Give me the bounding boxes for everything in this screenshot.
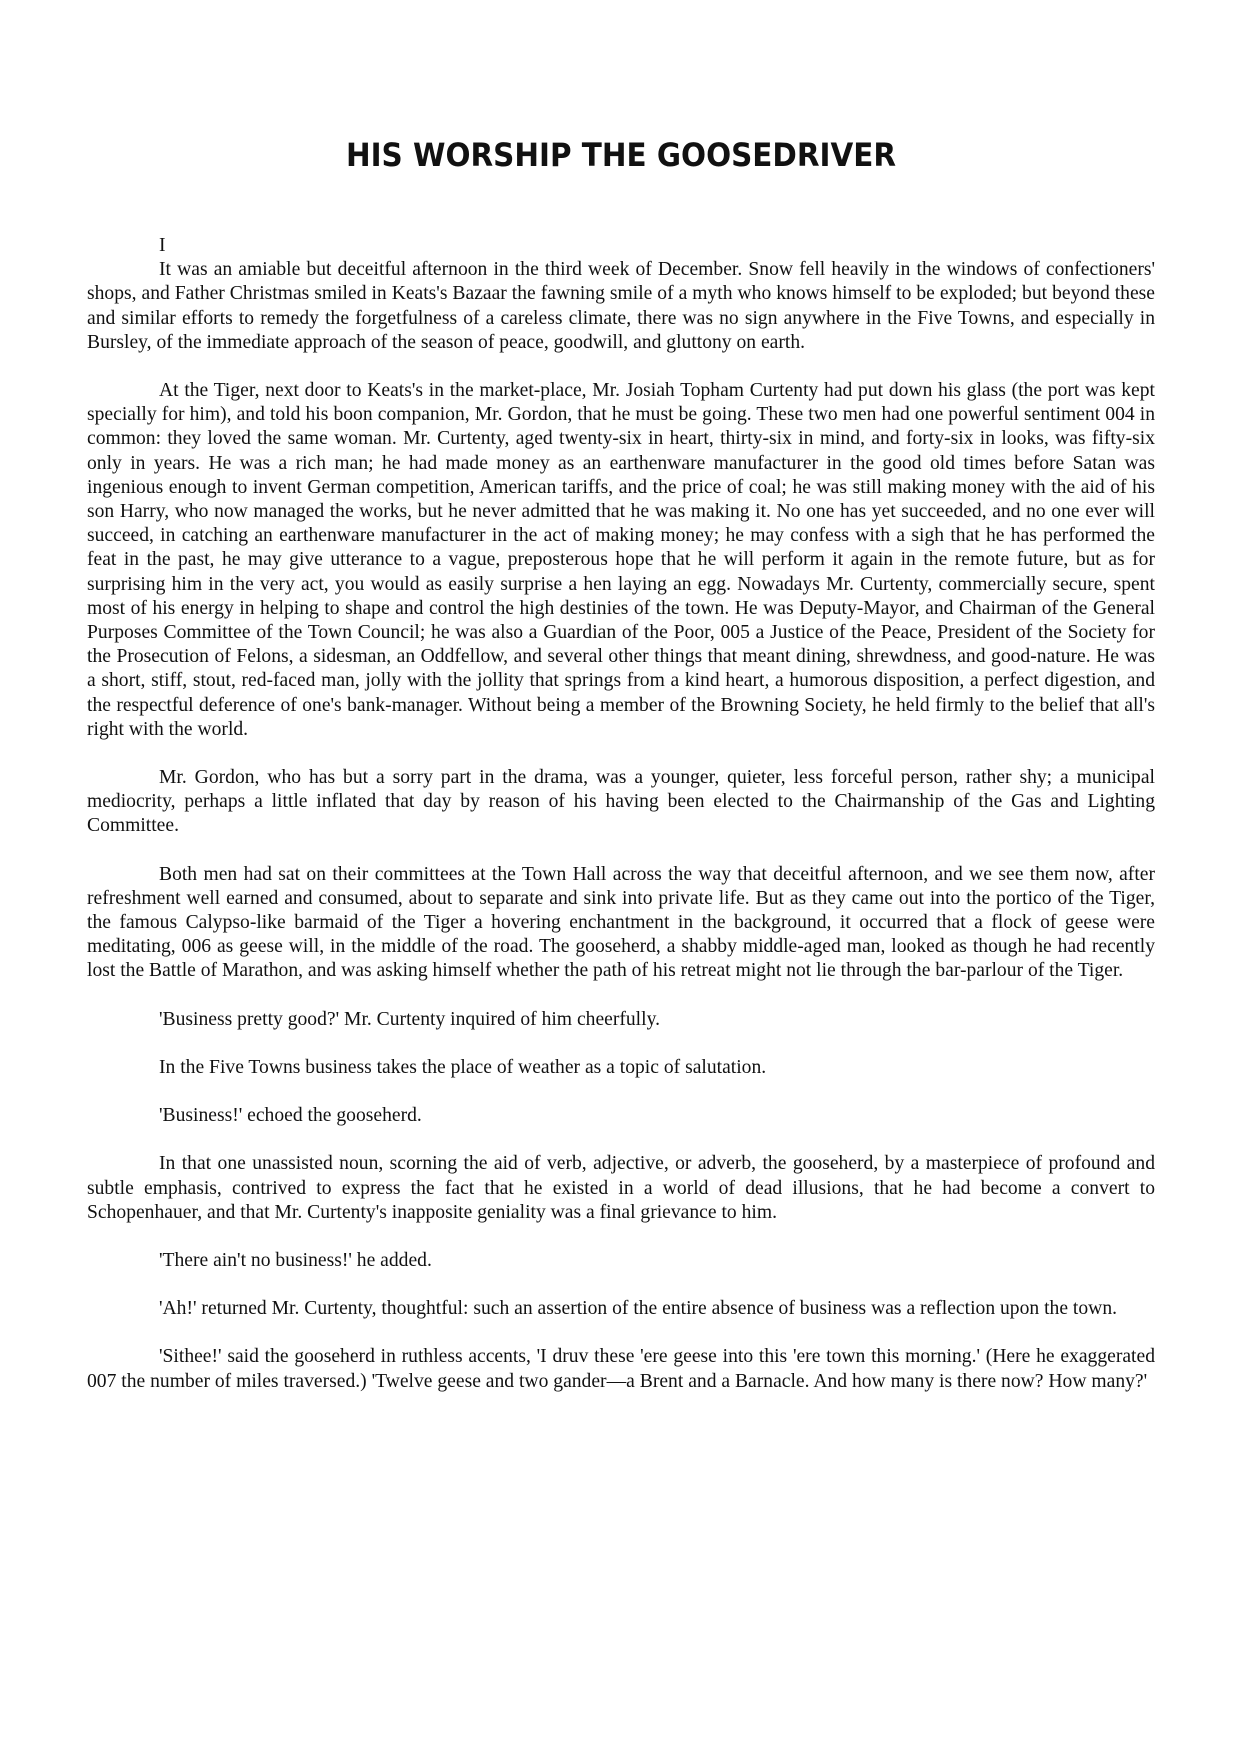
paragraph: 'Business!' echoed the gooseherd. (159, 1105, 422, 1127)
paragraph: It was an amiable but deceitful afternoon in the third week of December. Snow fell heavily in the windows of confectioners' shops, and Father Christmas smiled in Keats's Bazaar the fawning smile of a myth who knows himself to be exploded; but beyond these and similar efforts to remedy the forgetfulness of a careless climate, there was no sign anywhere in the Five Towns, and especially in Bursley, of the immediate approach of the season of peace, goodwill, and gluttony on earth. (87, 259, 1155, 353)
paragraph: 'Business pretty good?' Mr. Curtenty inquired of him cheerfully. (159, 1008, 660, 1030)
paragraph: 'Ah!' returned Mr. Curtenty, thoughtful: such an assertion of the entire absence of business was a reflection upon the town. (159, 1298, 1118, 1320)
paragraph: Mr. Gordon, who has but a sorry part in the drama, was a younger, quieter, less forceful person, rather shy; a municipal mediocrity, perhaps a little inflated that day by reason of his having been elected to the Chairmanship of the Gas and Lighting Committee. (87, 767, 1155, 837)
paragraph: 'There ain't no business!' he added. (159, 1249, 432, 1271)
chapter-number: I (159, 235, 166, 256)
story-body (87, 234, 1155, 1394)
paragraph: Both men had sat on their committees at the Town Hall across the way that deceitful afternoon, and we see them now, after refreshment well earned and consumed, about to separate and sink into private life. But as they came out into the portico of the Tiger, the famous Calypso-like barmaid of the Tiger a hovering enchantment in the background, it occurred that a flock of geese were meditating, 006 as geese will, in the middle of the road. The gooseherd, a shabby middle-aged man, looked as though he had recently lost the Battle of Marathon, and was asking himself whether the path of his retreat might not lie through the bar-parlour of the Tiger. (87, 863, 1155, 982)
story-title: HIS WORSHIP THE GOOSEDRIVER (345, 136, 897, 174)
paragraph: 'Sithee!' said the gooseherd in ruthless accents, 'I druv these 'ere geese into this 'ere town this morning.' (Here he exaggerated 007 the number of miles traversed.) 'Twelve geese and two gander—a Brent and a Barnacle. And how many is there now? How many?' (87, 1346, 1155, 1392)
paragraph: At the Tiger, next door to Keats's in the market-place, Mr. Josiah Topham Curtenty had put down his glass (the port was kept specially for him), and told his boon companion, Mr. Gordon, that he must be going. These two men had one powerful sentiment 004 in common: they loved the same woman. Mr. Curtenty, aged twenty-six in heart, thirty-six in mind, and forty-six in looks, was fifty-six only in years. He was a rich man; he had made money as an earthenware manufacturer in the good old times before Satan was ingenious enough to invent German competition, American tariffs, and the price of coal; he was still making money with the aid of his son Harry, who now managed the works, but he never admitted that he was making it. No one has yet succeeded, and no one ever will succeed, in catching an earthenware manufacturer in the act of making money; he may confess with a sigh that he has performed the feat in the past, he may give utterance to a vague, preposterous hope that he will perform it again in the remote future, but as for surprising him in the very act, you would as easily surprise a hen laying an egg. Nowadays Mr. Curtenty, commercially secure, spent most of his energy in helping to shape and control the high destinies of the town. He was Deputy-Mayor, and Chairman of the General Purposes Committee of the Town Council; he was also a Guardian of the Poor, 005 a Justice of the Peace, President of the Society for the Prosecution of Felons, a sidesman, an Oddfellow, and several other things that meant dining, shrewdness, and good-nature. He was a short, stiff, stout, red-faced man, jolly with the jollity that springs from a kind heart, a humorous disposition, a perfect digestion, and the respectful deference of one's bank-manager. Without being a member of the Browning Society, he held firmly to the belief that all's right with the world. (87, 380, 1155, 740)
paragraph: In the Five Towns business takes the place of weather as a topic of salutation. (159, 1056, 767, 1078)
paragraph: In that one unassisted noun, scorning the aid of verb, adjective, or adverb, the gooseherd, by a masterpiece of profound and subtle emphasis, contrived to express the fact that he existed in a world of dead illusions, that he had become a convert to Schopenhauer, and that Mr. Curtenty's inapposite geniality was a final grievance to him. (87, 1153, 1155, 1223)
